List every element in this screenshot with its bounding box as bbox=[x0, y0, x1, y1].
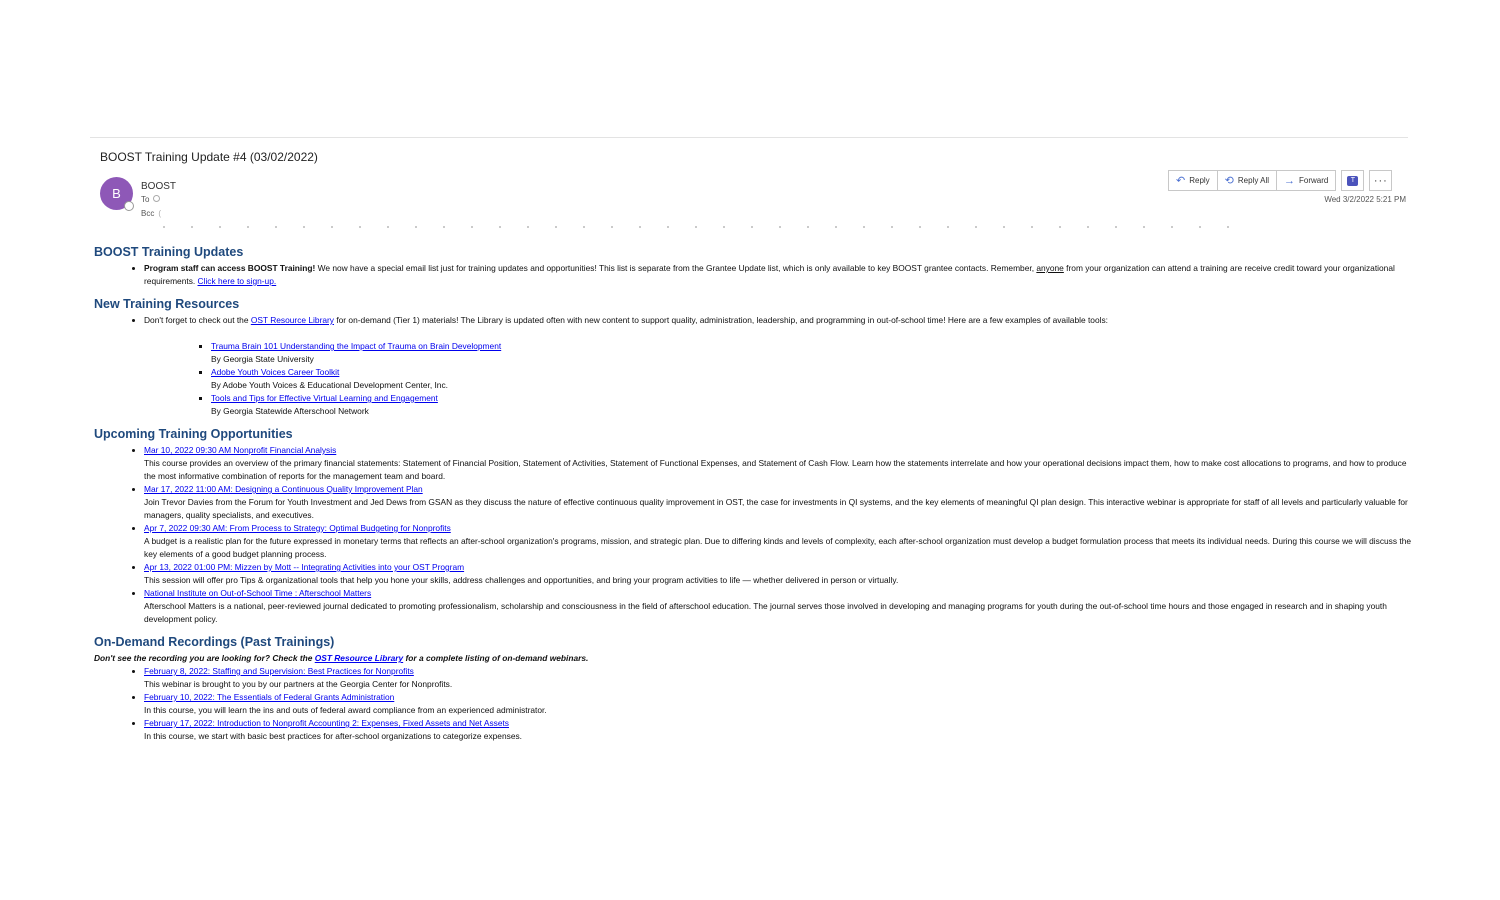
recipient-presence-icon bbox=[153, 195, 160, 202]
recording-link[interactable]: February 17, 2022: Introduction to Nonprofit Accounting 2: Expenses, Fixed Assets and Net Assets bbox=[144, 718, 509, 728]
body-text: We now have a special email list just for training updates and opportunities! This list is separate from the Grantee Update list, which is only available to key BOOST grantee contacts. Remember, bbox=[315, 263, 1037, 273]
training-link[interactable]: Mar 10, 2022 09:30 AM Nonprofit Financial Analysis bbox=[144, 445, 337, 455]
training-item bbox=[144, 587, 1414, 626]
list-item bbox=[144, 314, 1414, 327]
heading-recordings: On-Demand Recordings (Past Trainings) bbox=[94, 635, 335, 649]
body-text: for on-demand (Tier 1) materials! The Library is updated often with new content to support quality, administration, leadership, and programming in out-of-school time! Here are a few examples of available tools: bbox=[334, 315, 1108, 325]
recording-link[interactable]: February 8, 2022: Staffing and Supervision: Best Practices for Nonprofits bbox=[144, 666, 414, 676]
resource-item bbox=[211, 366, 1414, 392]
more-actions-button[interactable] bbox=[1369, 170, 1392, 191]
email-body bbox=[94, 244, 1414, 751]
resource-link[interactable]: Adobe Youth Voices Career Toolkit bbox=[211, 367, 340, 377]
training-link[interactable]: Apr 13, 2022 01:00 PM: Mizzen by Mott -- Integrating Activities into your OST Program bbox=[144, 562, 465, 572]
avatar-letter: B bbox=[112, 186, 121, 201]
training-item bbox=[144, 483, 1414, 522]
reply-all-icon: ⟲ bbox=[1224, 175, 1234, 187]
reply-label: Reply bbox=[1189, 176, 1210, 185]
forward-button[interactable] bbox=[1276, 170, 1336, 191]
bold-lead: Program staff can access BOOST Training! bbox=[144, 263, 316, 273]
bcc-label: Bcc bbox=[141, 209, 155, 218]
section-new-resources bbox=[94, 296, 1414, 418]
body-text: Don't forget to check out the bbox=[144, 315, 251, 325]
teams-icon: T bbox=[1347, 176, 1358, 186]
training-item bbox=[144, 522, 1414, 561]
resource-item bbox=[211, 340, 1414, 366]
presence-status-icon bbox=[124, 201, 134, 211]
section-upcoming bbox=[94, 426, 1414, 626]
section-training-updates bbox=[94, 244, 1414, 288]
resource-by: By Georgia State University bbox=[211, 354, 314, 364]
training-desc: A budget is a realistic plan for the future expressed in monetary terms that reflects an after-school organization's programs, mission, and strategic plan. Due to differing kinds and levels of complexity, each after-school organization must develop a budget formulation process that meets its individual needs. During this course we will discuss the key elements of a good budget planning process. bbox=[144, 536, 1412, 559]
resource-link[interactable]: Trauma Brain 101 Understanding the Impact of Trauma on Brain Development bbox=[211, 341, 502, 351]
recordings-intro bbox=[94, 652, 1414, 665]
header-divider bbox=[90, 137, 1408, 138]
to-label: To bbox=[141, 195, 150, 204]
resource-by: By Georgia Statewide Afterschool Network bbox=[211, 406, 369, 416]
training-link[interactable]: Apr 7, 2022 09:30 AM: From Process to Strategy: Optimal Budgeting for Nonprofits bbox=[144, 523, 451, 533]
recording-link[interactable]: February 10, 2022: The Essentials of Federal Grants Administration bbox=[144, 692, 395, 702]
list-item bbox=[144, 262, 1414, 288]
sender-name[interactable]: BOOST bbox=[141, 181, 177, 192]
email-subject: BOOST Training Update #4 (03/02/2022) bbox=[100, 150, 318, 164]
reply-all-label: Reply All bbox=[1237, 176, 1270, 185]
more-icon: ··· bbox=[1373, 174, 1388, 187]
reply-icon: ↶ bbox=[1176, 175, 1186, 187]
recording-item bbox=[144, 691, 1414, 717]
reply-button[interactable] bbox=[1168, 170, 1218, 191]
resource-item bbox=[211, 392, 1414, 418]
resource-by: By Adobe Youth Voices & Educational Development Center, Inc. bbox=[211, 380, 448, 390]
recording-desc: In this course, we start with basic best practices for after-school organizations to categorize expenses. bbox=[144, 731, 522, 741]
section-recordings bbox=[94, 634, 1414, 743]
training-item bbox=[144, 561, 1414, 587]
reply-all-button[interactable] bbox=[1217, 170, 1277, 191]
training-desc: This session will offer pro Tips & organizational tools that help you hone your skills, address challenges and opportunities, and bring your program activities to life — whether delivered in person or virtually. bbox=[144, 575, 899, 585]
teams-button[interactable] bbox=[1341, 170, 1364, 191]
ost-library-link[interactable]: OST Resource Library bbox=[250, 315, 334, 325]
body-text: for a complete listing of on-demand webinars. bbox=[403, 653, 589, 663]
recording-desc: In this course, you will learn the ins and outs of federal award compliance from an experienced administrator. bbox=[144, 705, 547, 715]
heading-new-resources: New Training Resources bbox=[94, 297, 240, 311]
training-desc: This course provides an overview of the primary financial statements: Statement of Financial Position, Statement of Activities, Statement of Functional Expenses, and Statement of Cash Flow. Learn how the statements interrelate and how your operational decisions impact them, how to make cost allocations to programs, and how to produce the most informative combination of reports for the management team and board. bbox=[144, 458, 1407, 481]
bcc-paren: ( bbox=[158, 209, 162, 218]
ost-library-link[interactable]: OST Resource Library bbox=[314, 653, 404, 663]
bcc-line bbox=[141, 209, 161, 218]
recording-item bbox=[144, 665, 1414, 691]
signup-link[interactable]: Click here to sign-up. bbox=[197, 276, 277, 286]
received-date: Wed 3/2/2022 5:21 PM bbox=[1324, 195, 1406, 204]
training-link[interactable]: Mar 17, 2022 11:00 AM: Designing a Continuous Quality Improvement Plan bbox=[144, 484, 423, 494]
heading-training-updates: BOOST Training Updates bbox=[94, 245, 244, 259]
training-item bbox=[144, 444, 1414, 483]
forward-icon: → bbox=[1284, 174, 1296, 187]
body-text: Don't see the recording you are looking for? Check the bbox=[94, 653, 315, 663]
heading-upcoming: Upcoming Training Opportunities bbox=[94, 427, 293, 441]
truncated-recipients-row bbox=[150, 226, 1230, 228]
to-line bbox=[141, 195, 160, 204]
recording-item bbox=[144, 717, 1414, 743]
resource-list bbox=[94, 340, 1414, 418]
anyone-text: anyone bbox=[1036, 263, 1064, 273]
recording-desc: This webinar is brought to you by our partners at the Georgia Center for Nonprofits. bbox=[144, 679, 453, 689]
training-link[interactable]: National Institute on Out-of-School Time : Afterschool Matters bbox=[144, 588, 372, 598]
resource-link[interactable]: Tools and Tips for Effective Virtual Learning and Engagement bbox=[211, 393, 438, 403]
training-desc: Afterschool Matters is a national, peer-reviewed journal dedicated to promoting professionalism, scholarship and consciousness in the field of afterschool education. The journal serves those involved in developing and managing programs for youth during the out-of-school time hours and those engaged in research and in shaping youth development policy. bbox=[144, 601, 1387, 624]
forward-label: Forward bbox=[1299, 176, 1329, 185]
message-actions-toolbar bbox=[1168, 170, 1391, 191]
training-desc: Join Trevor Davies from the Forum for Youth Investment and Jed Dews from GSAN as they discuss the nature of effective continuous quality improvement in OST, the case for investments in QI systems, and the key elements of meaningful QI plan design. This interactive webinar is appropriate for staff of all levels and particularly valuable for managers, quality specialists, and executives. bbox=[144, 497, 1408, 520]
body-text: from your organization can attend a training are receive credit toward your organizational requirements. bbox=[144, 263, 1395, 286]
